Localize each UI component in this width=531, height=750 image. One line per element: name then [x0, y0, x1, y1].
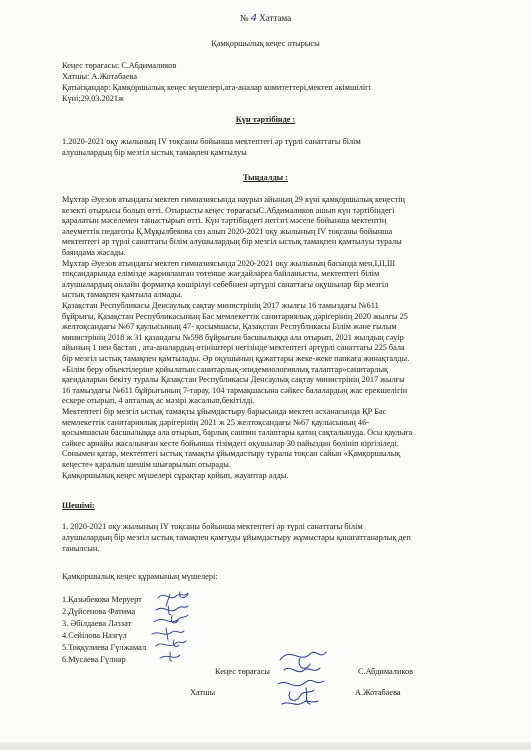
- agenda-line-1: 1.2020-2021 оқу жылының IV тоқсаны бойынша мектептегі әр түрлі санаттағы білім: [62, 137, 361, 146]
- protocol-title: [0, 13, 531, 24]
- heard-line: сәйкес арнайы жасалынған кесте бойынша тізімдегі оқушылар 30 пайыздан бөлініп кіргізіледі.: [62, 438, 399, 448]
- date-line: Күні:29.03.2021ж: [62, 94, 124, 103]
- attendees-line: Қатысқандар: Қамқоршылық кеңес мүшелері,ата-аналар комитеттері,мектеп әкімшілігі: [62, 83, 371, 92]
- heard-line: бұйрығы, Қазақстан Республикасының Бас мемлекеттік санитариялық дәрігерінің 2020 жылғы 25: [62, 311, 408, 321]
- heard-line: Сонымен қатар, мектептегі ыстық тамақты ұйымдастыру туралы тоқсан сайын «Қамқоршылық: [62, 449, 401, 459]
- agenda-line-2: алушылардың бір мезгіл ыстық тамақпен қамтылуы: [62, 148, 247, 157]
- heard-line: Мектептегі бір мезгіл ыстық тамақты ұйымдастыру барысында мектеп асханасында ҚР Бас: [62, 407, 387, 416]
- secretary-signature-name: А.Жотабаева: [355, 688, 401, 697]
- member-1: 1.Қазыбекова Меруерт: [62, 595, 142, 604]
- heard-line: Мұхтар Әуезов атындағы мектеп гимназиясында 2020-2021 оқу жылының басында мен,I,II,III: [62, 258, 396, 268]
- meeting-subtitle: Қамқоршылық кеңес отырысы: [211, 39, 320, 48]
- heard-line: министрінің 2018 ж 31 қазандағы №598 бұйрығын басшылыққа ала отырып, 2021 жылдың сәуір: [62, 332, 404, 342]
- chair-line: Кеңес төрағасы: С.Абдималиков: [62, 61, 177, 70]
- heard-line: ыстық тамақпен қамтыла алмады.: [62, 290, 183, 300]
- decision-line-2: алушылардың бір мезгіл ыстық тамақпен қамтуды ұйымдастыру жұмыстары қанағаттанарлық деп: [62, 533, 411, 542]
- decision-line-3: танылсын.: [62, 544, 100, 553]
- member-5: 5.Тоққулиева Гүлжамал: [62, 643, 147, 652]
- heard-line: 16 тамыздағы №611 бұйрығының 7-тарау, 104 тармақшасына сәйкес балалардың жас ерекшелігін: [62, 385, 408, 395]
- heard-line: қосымшасын басшылыққа ала отырып, барлық санпин талаптары қатаң сақталынуда. Осы қаулыға: [62, 428, 413, 438]
- chair-signature-label: Кеңес төрағасы: [215, 667, 270, 676]
- agenda-heading: Күн тәртібінде :: [235, 115, 296, 124]
- page-bottom-edge: [0, 742, 531, 750]
- heard-line: алушылардың онлайн форматқа көшірілуі себебінен әртүрлі санаттағы оқушылар бір мезгіл: [62, 279, 389, 289]
- member-6: 6.Мусаева Гүлнар: [62, 655, 126, 664]
- decision-line-1: 1. 2020-2021 оқу жылының IY тоқсаны бойынша мектептегі әр түрлі санаттағы білім: [62, 522, 363, 531]
- heard-line: бір мезгіл ыстық тамақпен қамтылады. Әр оқушының құжаттары жеке-жеке папкаға жинақталды.: [62, 354, 410, 363]
- member-2: 2.Дүйсенова Фатима: [62, 607, 136, 616]
- member-4: 4.Сейілова Назгүл: [62, 631, 127, 640]
- heard-line: кезекті отырысы болып өтті. Отырысты кеңес төрағасыС.Абдималиков ашып күн тәртібіндегі: [62, 205, 395, 215]
- members-heading: Қамқоршылық кеңес құрамының мүшелері:: [62, 572, 218, 581]
- heard-line: Қамқоршылық кеңес мүшелері сұрақтар қойып, жауаптар алды.: [62, 470, 289, 480]
- heard-line: қаралатын мәселемен таныстырып өтті. Күн тәртібіндегі негізгі мәселе бойынша мектептің: [62, 216, 387, 226]
- heard-line: әлеуметтік педагогы Қ.Мұқылбекова сөз алып 2020-2021 оқу жылының IV тоқсаны бойынша: [62, 226, 393, 236]
- member-3: 3. Әбілдаева Ләззат: [62, 619, 132, 628]
- heard-line: мемлекеттік санитариялық дәрігерінің 2021 ж 25 желтоқсандағы №67 қаулысының 46-: [62, 417, 369, 427]
- member-signatures-image: [150, 588, 230, 671]
- heard-heading: Тыңдалды :: [243, 173, 288, 182]
- heard-line: Қазақстан Республикасы Денсаулық сақтау министрінің 2017 жылғы 16 тамыздағы №611: [62, 301, 379, 310]
- decision-heading: Шешімі:: [62, 501, 95, 510]
- heard-line: «Білім беру объектілеріне қойылатын санитарлық-эпидемиологиялық талаптар»санитарлық: [62, 364, 389, 374]
- heard-line: айының 1 нен бастап , ата-аналардың өтініштері негізінде мектептегі әртүрлі санаттағы 225 бала: [62, 343, 405, 353]
- heard-line: ескере отырып, 4 апталық ас мәзірі жасалып,бекітілді.: [62, 396, 255, 406]
- heard-line: баяндама жасады.: [62, 248, 126, 257]
- heard-line: кеңесте» қаралып шешім шығарылып отырады.: [62, 460, 231, 469]
- number-sign: №: [239, 13, 249, 23]
- heard-line: мектептегі әр түрлі санаттағы білім алушылардың бір мезгіл ыстық тамақпен қамтылуы туралы: [62, 237, 402, 247]
- heard-line: желтоқсандағы №67 қаулысының 47- қосымшасы, Қазақстан Республикасы Білім және ғылым: [62, 322, 397, 332]
- secretary-signature-label: Хатшы: [190, 688, 216, 697]
- heard-line: тоқсандарында елімізде жарияланған төтенше жағдайларға байланысты, мектептегі білім: [62, 269, 380, 279]
- chair-signature-image: [270, 640, 340, 725]
- protocol-title-word: Хаттама: [259, 13, 292, 23]
- secretary-line: Хатшы: А.Жотабаева: [62, 72, 138, 81]
- chair-signature-name: С.Абдималиков: [358, 667, 414, 676]
- heard-line: Мұхтар Әуезов атындағы мектеп гимназиясында наурыз айының 29 күні қамқоршылық кеңестің: [62, 195, 405, 204]
- protocol-number: 4: [250, 13, 258, 24]
- heard-line: қағидаларын бекіту туралы Қазақстан Республикасы Денсаулық сақтау министрінің 2017 жылғы: [62, 375, 405, 385]
